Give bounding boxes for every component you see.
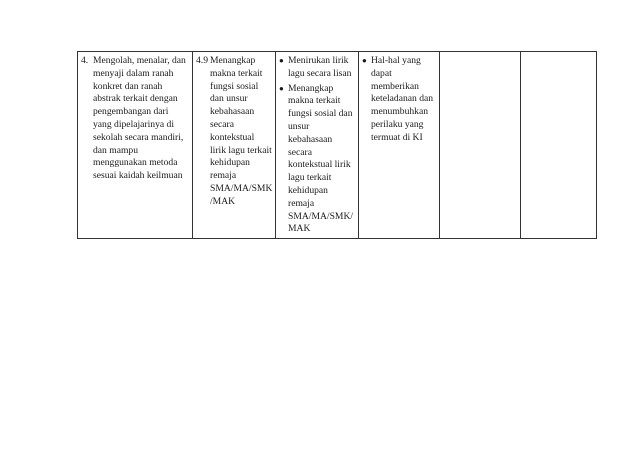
material-item-text: Menangkap makna terkait fungsi sosial dan unsur kebahasaan secara kontekstual lirik lagu terkait kehidupan remaja SMA/MA/SMK/ MAK [288, 82, 354, 235]
competency-text: Mengolah, menalar, dan menyaji dalam ranah konkret dan ranah abstrak terkait dengan pengembangan dari yang dipelajarinya di sekolah secara mandiri, dan mampu menggunakan metoda sesuai kaidah keilmuan [93, 55, 186, 182]
value-item-text: Hal-hal yang dapat memberikan keteladanan dan menumbuhkan perilaku yang termuat di KI [371, 55, 434, 143]
list-item [279, 83, 355, 237]
indicator-text: Menangkap makna terkait fungsi sosial dan unsur kebahasaan secara kontekstual lirik lagu terkait kehidupan remaja SMA/MA/SMK /MAK [210, 55, 273, 207]
indicator-cell [193, 52, 276, 239]
indicator-number: 4.9 [196, 55, 208, 66]
competency-number: 4. [81, 55, 89, 66]
bullet-icon: ● [279, 56, 284, 65]
list-item [279, 55, 355, 81]
material-item-text: Menirukan lirik lagu secara lisan [288, 55, 352, 79]
competency-cell [78, 52, 193, 239]
empty-cell [521, 52, 597, 239]
material-cell [276, 52, 359, 239]
table-row [78, 52, 597, 239]
empty-cell [440, 52, 521, 239]
bullet-icon: ● [362, 56, 367, 65]
value-cell [359, 52, 440, 239]
syllabus-table [77, 51, 597, 239]
bullet-icon: ● [279, 83, 284, 93]
list-item [362, 55, 436, 145]
